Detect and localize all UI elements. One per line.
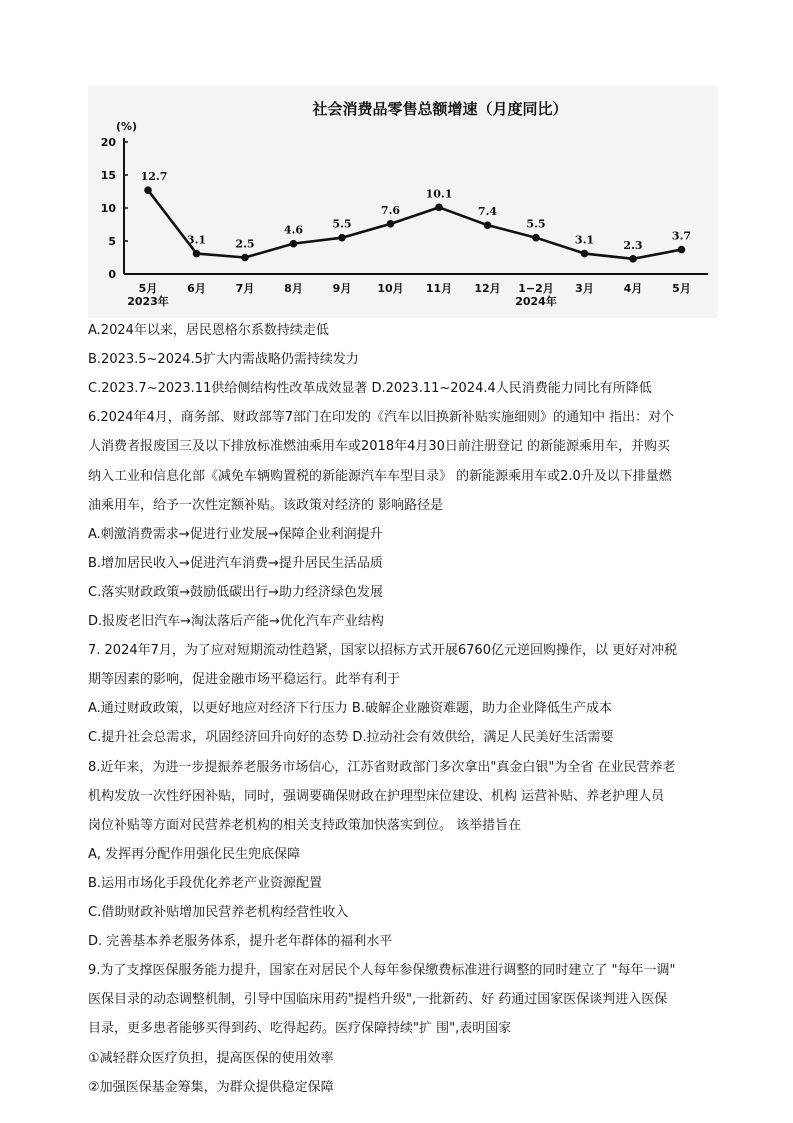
- x-tick-label: 11月: [425, 282, 453, 295]
- data-point: [241, 254, 249, 262]
- data-value-label: 3.7: [671, 229, 692, 243]
- data-value-label: 4.6: [283, 223, 304, 237]
- text-line: C.2023.7~2023.11供给侧结构性改革成效显著 D.2023.11~2024.4人民消费能力同比有所降低: [88, 381, 652, 397]
- text-line: 医保目录的动态调整机制，引导中国临床用药"提档升级",一批新药、好 药通过国家医保谈判进入医保: [88, 992, 668, 1008]
- data-point: [338, 234, 346, 242]
- text-line: 目录，更多患者能够买得到药、吃得起药。医疗保障持续"扩 围",表明国家: [88, 1021, 512, 1037]
- data-value-label: 2.5: [235, 237, 255, 251]
- data-point: [144, 186, 152, 194]
- y-tick-label: 15: [100, 169, 116, 182]
- data-point: [678, 246, 686, 254]
- x-tick-label: 9月: [332, 282, 352, 295]
- data-value-label: 3.1: [574, 233, 595, 247]
- text-line: A, 发挥再分配作用强化民生兜底保障: [88, 846, 301, 862]
- data-value-label: 3.1: [186, 233, 207, 247]
- text-line: 9.为了支撑医保服务能力提升，国家在对居民个人每年参保缴费标准进行调整的同时建立了 "每年一调": [88, 963, 676, 979]
- text-line: 8.近年来，为进一步提振养老服务市场信心，江苏省财政部门多次拿出"真金白银"为全省 在业民营养老: [88, 759, 676, 775]
- data-value-label: 10.1: [425, 187, 453, 201]
- y-tick-label: 5: [108, 235, 116, 248]
- text-line: B.2023.5~2024.5扩大内需战略仍需持续发力: [88, 352, 359, 368]
- data-point: [532, 234, 540, 242]
- data-point: [484, 221, 492, 229]
- data-point: [629, 255, 637, 263]
- text-line: 纳入工业和信息化部《减免车辆购置税的新能源汽车车型目录》 的新能源乘用车或2.0升及以下排量燃: [88, 468, 672, 484]
- text-line: 期等因素的影响，促进金融市场平稳运行。此举有利于: [88, 672, 401, 688]
- x-tick-label: 8月: [284, 282, 303, 295]
- y-axis-unit: (%): [116, 120, 138, 133]
- year-label: 2023年: [127, 295, 169, 308]
- y-tick-label: 0: [108, 268, 116, 281]
- x-tick-label: 12月: [474, 282, 501, 295]
- text-line: D.报废老旧汽车→淘汰落后产能→优化汽车产业结构: [88, 614, 384, 629]
- x-tick-label: 5月: [672, 282, 691, 295]
- data-value-label: 7.4: [477, 205, 498, 219]
- data-value-label: 5.5: [526, 217, 546, 231]
- y-tick-label: 20: [100, 136, 116, 149]
- text-line: 机构发放一次性纾困补贴，同时，强调要确保财政在护理型床位建设、机构 运营补贴、养老护理人员: [88, 788, 665, 804]
- text-line: D. 完善基本养老服务体系，提升老年群体的福利水平: [88, 934, 393, 950]
- data-point: [290, 240, 298, 248]
- text-line: ②加强医保基金筹集，为群众提供稳定保障: [88, 1079, 334, 1095]
- text-line: C.借助财政补贴增加民营养老机构经营性收入: [88, 905, 349, 920]
- data-point: [581, 250, 589, 258]
- data-value-label: 5.5: [332, 217, 352, 231]
- x-tick-label: 1−2月: [518, 282, 554, 295]
- text-line: A.通过财政政策，以更好地应对经济下行压力 B.破解企业融资难题，助力企业降低生产成本: [88, 701, 612, 717]
- x-tick-label: 5月: [138, 282, 158, 295]
- retail-sales-growth-chart: [88, 86, 718, 318]
- text-line: ①减轻群众医疗负担，提高医保的使用效率: [88, 1050, 334, 1066]
- text-line: B.运用市场化手段优化养老产业资源配置: [88, 875, 323, 891]
- text-line: 岗位补贴等方面对民营养老机构的相关支持政策加快落实到位。 该举措旨在: [88, 817, 522, 833]
- data-value-label: 7.6: [380, 203, 401, 217]
- chart-title: 社会消费品零售总额增速（月度同比）: [312, 100, 568, 118]
- text-line: 人消费者报废国三及以下排放标准燃油乘用车或2018年4月30日前注册登记 的新能源乘用车，并购买: [88, 439, 671, 455]
- data-value-label: 12.7: [140, 170, 168, 184]
- data-value-label: 2.3: [623, 238, 643, 252]
- x-tick-label: 7月: [235, 282, 255, 295]
- text-line: 7. 2024年7月，为了应对短期流动性趋紧，国家以招标方式开展6760亿元逆回购操作，以 更好对冲税: [88, 643, 678, 659]
- year-label: 2024年: [515, 295, 557, 308]
- x-tick-label: 4月: [623, 282, 643, 295]
- x-tick-label: 6月: [187, 282, 206, 295]
- text-line: 油乘用车，给予一次性定额补贴。该政策对经济的 影响路径是: [88, 497, 444, 513]
- text-line: A.2024年以来，居民恩格尔系数持续走低: [88, 323, 329, 338]
- text-line: C.落实财政政策→鼓励低碳出行→助力经济绿色发展: [88, 584, 383, 600]
- data-point: [387, 220, 395, 228]
- text-line: C.提升社会总需求，巩固经济回升向好的态势 D.拉动社会有效供给，满足人民美好生活需要: [88, 730, 614, 746]
- data-point: [193, 250, 201, 258]
- x-tick-label: 10月: [377, 282, 404, 295]
- text-line: 6.2024年4月，商务部、财政部等7部门在印发的《汽车以旧换新补贴实施细则》的通知中 指出：对个: [88, 410, 675, 426]
- text-line: B.增加居民收入→促进汽车消费→提升居民生活品质: [88, 555, 383, 571]
- data-point: [435, 204, 443, 212]
- y-tick-label: 10: [100, 202, 116, 215]
- x-tick-label: 3月: [575, 282, 594, 295]
- text-line: A.刺激消费需求→促进行业发展→保障企业利润提升: [88, 526, 383, 542]
